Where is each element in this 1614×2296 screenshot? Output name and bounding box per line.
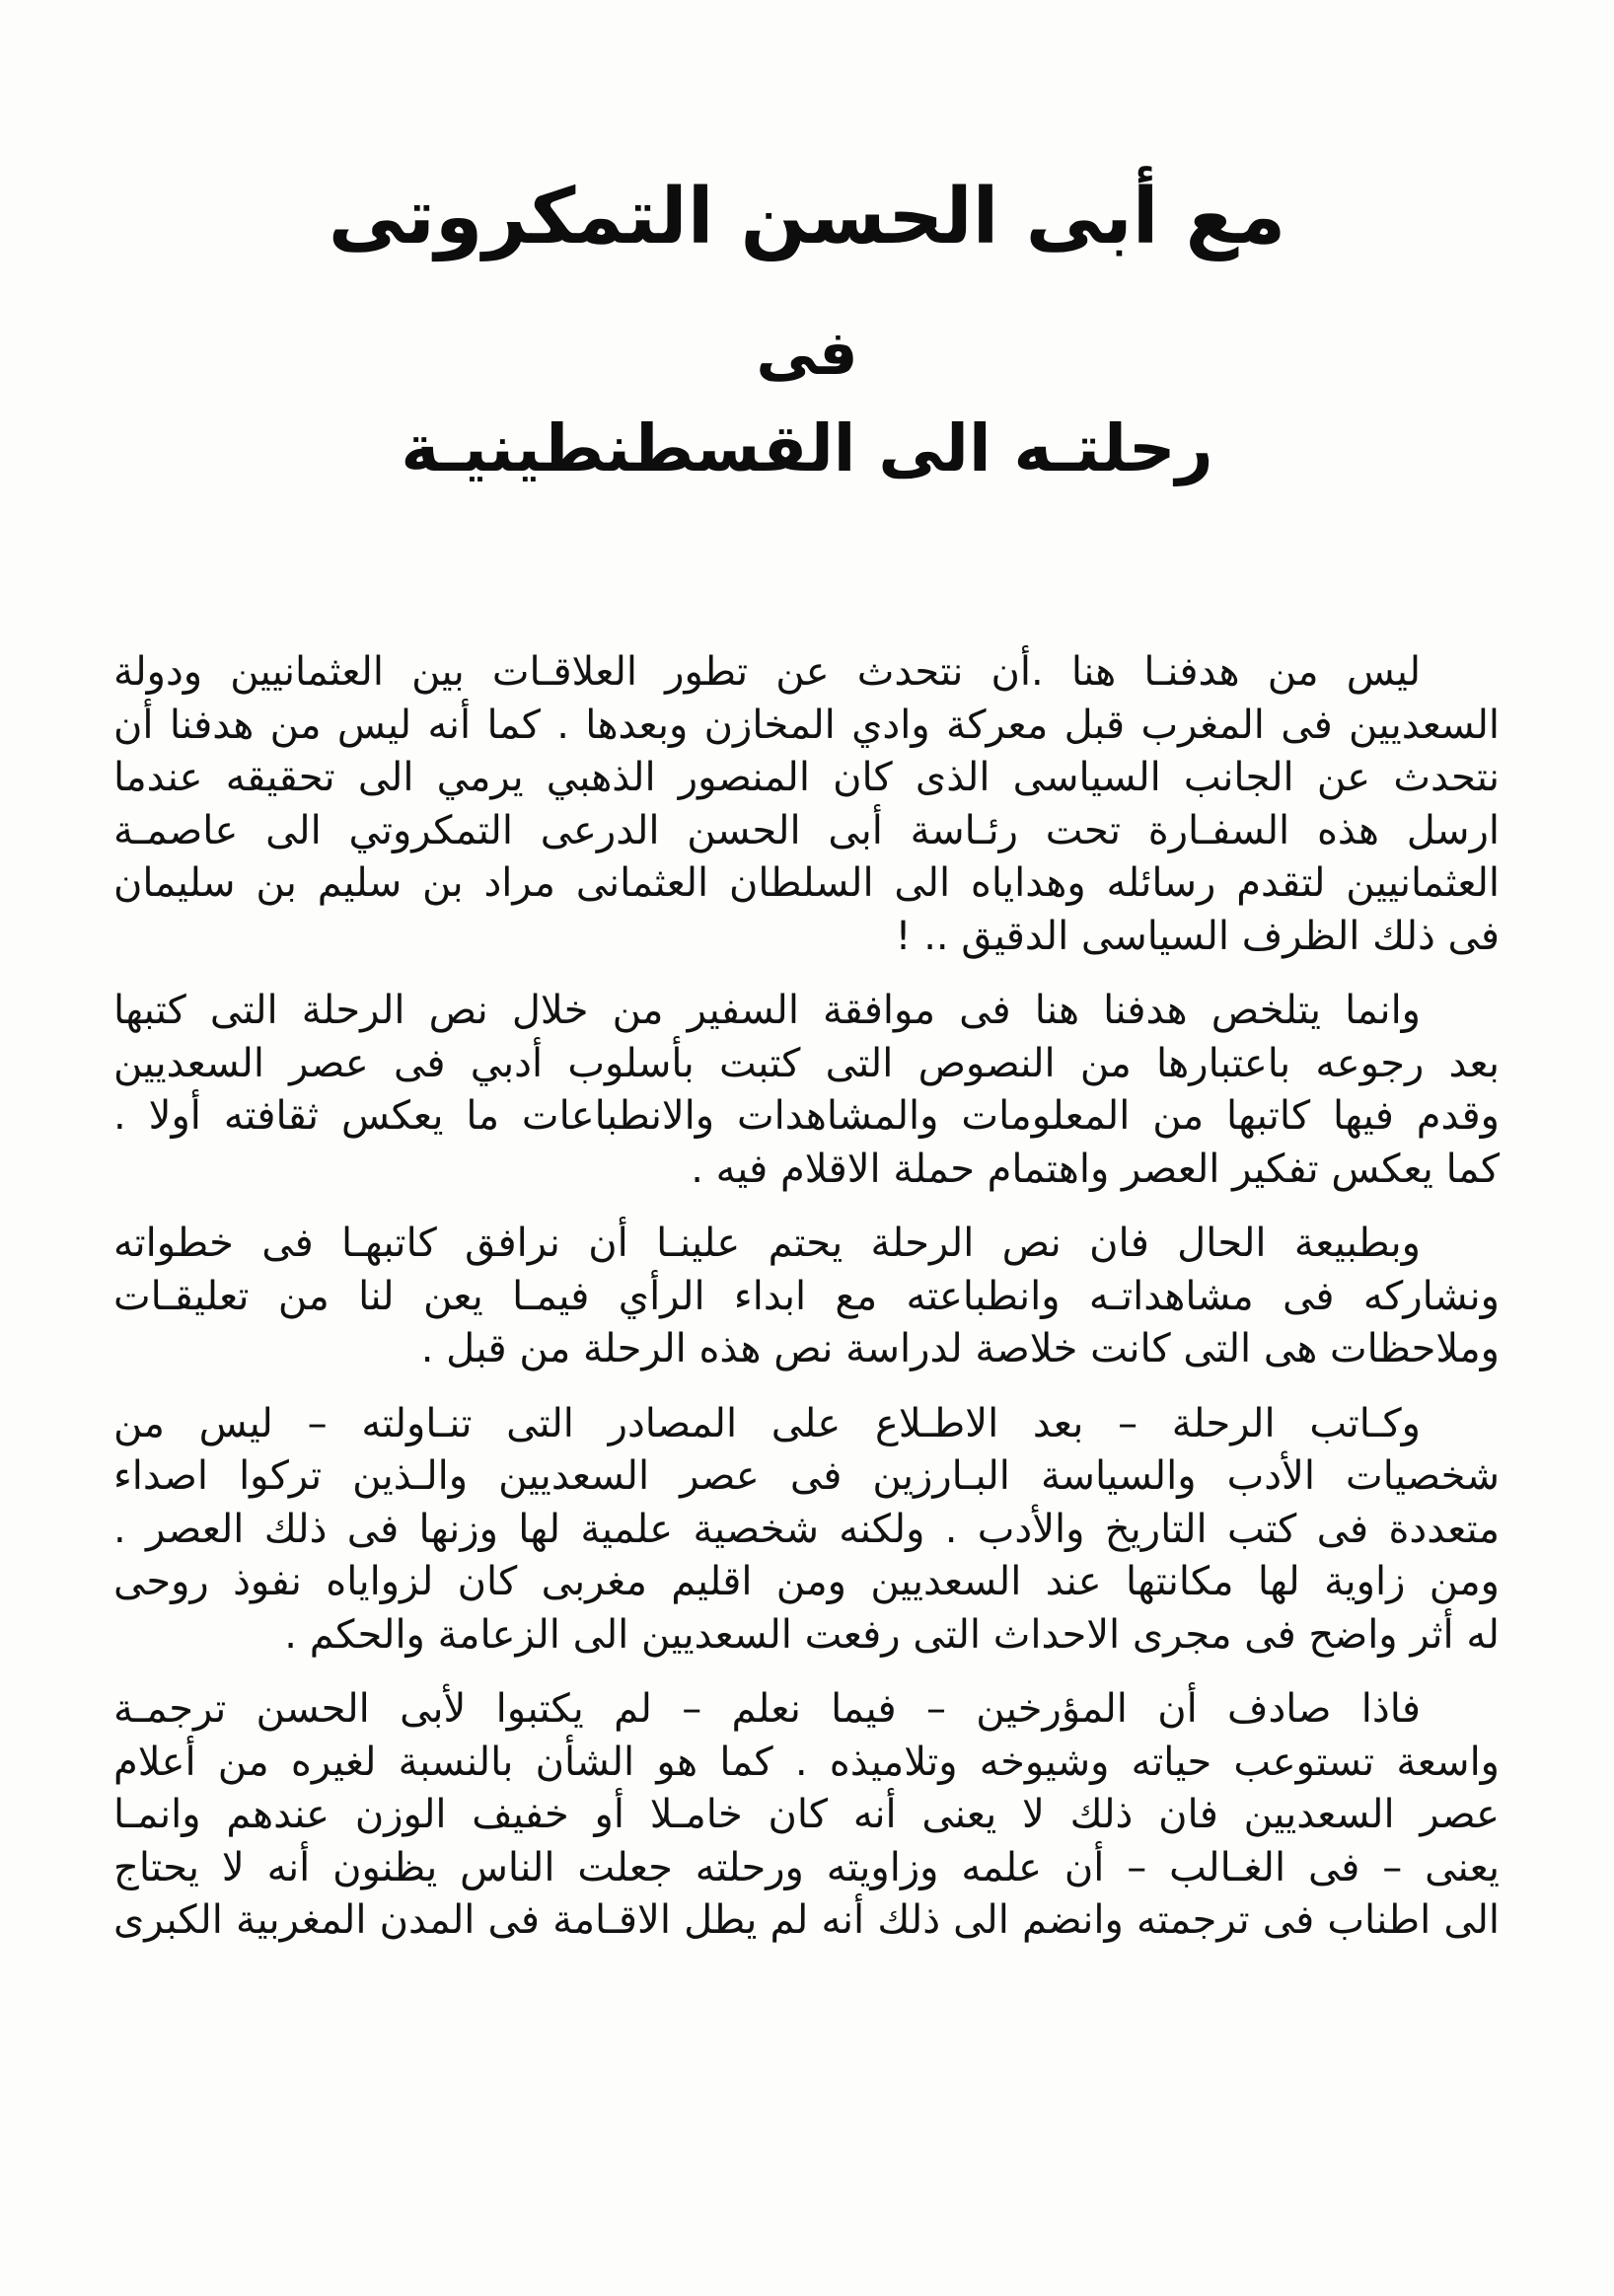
paragraph-2 [113,985,1500,1196]
text-line: وبطبيعة الحال فان نص الرحلة يحتم علينـا أن نرافق كاتبهـا فى خطواته [113,1221,1421,1266]
text-line: الى اطناب فى ترجمته وانضم الى ذلك أنه لم يطل الاقـامة فى المدن المغربية الكبرى [113,1897,1500,1943]
text-line: ونشاركه فى مشاهداتـه وانطباعته مع ابداء الرأي فيمـا يعن لنا من تعليقـات [113,1273,1500,1319]
text-line: ومن زاوية لها مكانتها عند السعديين ومن اقليم مغربى كان لزواياه نفوذ روحى [113,1559,1500,1604]
text-line: ليس من هدفنـا هنا .أن نتحدث عن تطور العلاقـات بين العثمانيين ودولة [113,649,1421,695]
text-line: عصر السعديين فان ذلك لا يعنى أنه كان خامـلا أو خفيف الوزن عندهم وانمـا [113,1792,1500,1837]
text-line: العثمانيين لتقدم رسائله وهداياه الى السلطان العثمانى مراد بن سليم بن سليمان [113,860,1500,906]
paragraph-3 [113,1218,1500,1376]
text-line: فى ذلك الظرف السياسى الدقيق .. ! [895,913,1500,959]
text-line: فاذا صادف أن المؤرخين – فيما نعلم – لم يكتبوا لأبى الحسن ترجمـة [113,1686,1421,1732]
text-line: شخصيات الأدب والسياسة البـارزين فى عصر السعديين والـذين تركوا اصداء [113,1453,1500,1499]
text-line: وقدم فيها كاتبها من المعلومات والمشاهدات والانطباعات ما يعكس ثقافته أولا . [113,1093,1500,1139]
text-line: السعديين فى المغرب قبل معركة وادي المخازن وبعدها . كما أنه ليس من هدفنا أن [113,702,1500,748]
text-line: وانما يتلخص هدفنا هنا فى موافقة السفير من خلال نص الرحلة التى كتبها [113,988,1421,1033]
text-line: وكـاتب الرحلة – بعد الاطـلاع على المصادر التى تنـاولته – ليس من [113,1400,1421,1446]
paragraph-1 [113,646,1500,963]
paragraph-5 [113,1683,1500,1948]
text-line: وملاحظات هى التى كانت خلاصة لدراسة نص هذه الرحلة من قبل . [420,1326,1500,1371]
title-line-3: رحلتـه الى القسطنطينيـة [401,410,1213,486]
text-line: ارسل هذه السفـارة تحت رئـاسة أبى الحسن الدرعى التمكروتي الى عاصمـة [113,807,1500,853]
paragraph-4 [113,1398,1500,1663]
text-line: كما يعكس تفكير العصر واهتمام حملة الاقلام فيه . [691,1146,1500,1192]
title-line-2: فى [756,317,858,389]
text-line: له أثر واضح فى مجرى الاحداث التى رفعت السعديين الى الزعامة والحكم . [284,1611,1500,1658]
text-line: نتحدث عن الجانب السياسى الذى كان المنصور الذهبي يرمي الى تحقيقه عندما [113,755,1500,800]
body-text [113,646,1500,1948]
title-line-1: مع أبى الحسن التمكروتى [328,173,1286,261]
text-line: بعد رجوعه باعتبارها من النصوص التى كتبت بأسلوب أدبي فى عصر السعديين [113,1040,1500,1086]
text-line: واسعة تستوعب حياته وشيوخه وتلاميذه . كما هو الشأن بالنسبة لغيره من أعلام [113,1739,1500,1785]
text-line: متعددة فى كتب التاريخ والأدب . ولكنه شخصية علمية لها وزنها فى ذلك العصر . [113,1506,1500,1552]
text-line: يعنى – فى الغـالب – أن علمه وزاويته ورحلته جعلت الناس يظنون أنه لا يحتاج [113,1844,1500,1890]
